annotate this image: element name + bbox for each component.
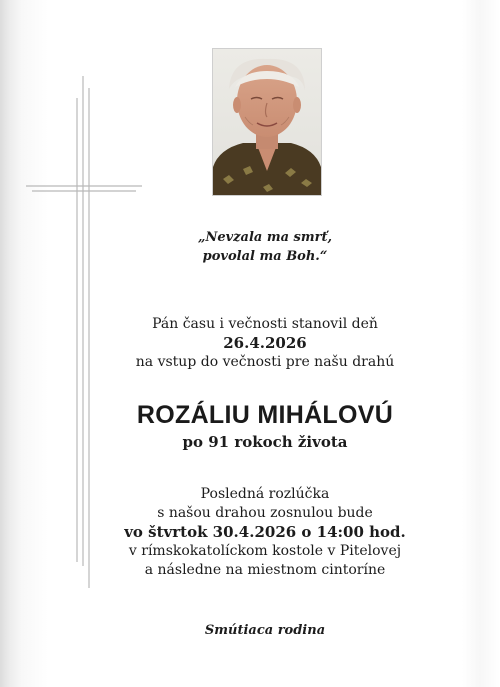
funeral-line-2: s našou drahou zosnulou bude [157, 505, 373, 521]
portrait-photo [212, 48, 322, 196]
funeral-date-time: vo štvrtok 30.4.2026 o 14:00 hod. [124, 523, 406, 541]
funeral-line-1: Posledná rozlúčka [200, 486, 330, 502]
deceased-name: ROZÁLIU MIHÁLOVÚ [136, 401, 394, 429]
quote-line-1: „Nevzala ma smrť, [197, 230, 333, 245]
funeral-details [90, 485, 440, 580]
funeral-location: v rímskokatolíckom kostole v Pitelovej [128, 543, 402, 559]
quote-line-2: povolal ma Boh.“ [202, 249, 328, 264]
intro-line-3: na vstup do večnosti pre našu drahú [135, 354, 395, 370]
deceased-age: po 91 rokoch života [182, 433, 348, 451]
quote [90, 228, 440, 266]
announcement-intro [90, 315, 440, 372]
funeral-burial: a následne na miestnom cintoríne [144, 562, 386, 578]
intro-line-1: Pán času i večnosti stanovil deň [152, 316, 378, 332]
death-date: 26.4.2026 [223, 334, 307, 352]
signature: Smútiaca rodina [204, 623, 326, 638]
